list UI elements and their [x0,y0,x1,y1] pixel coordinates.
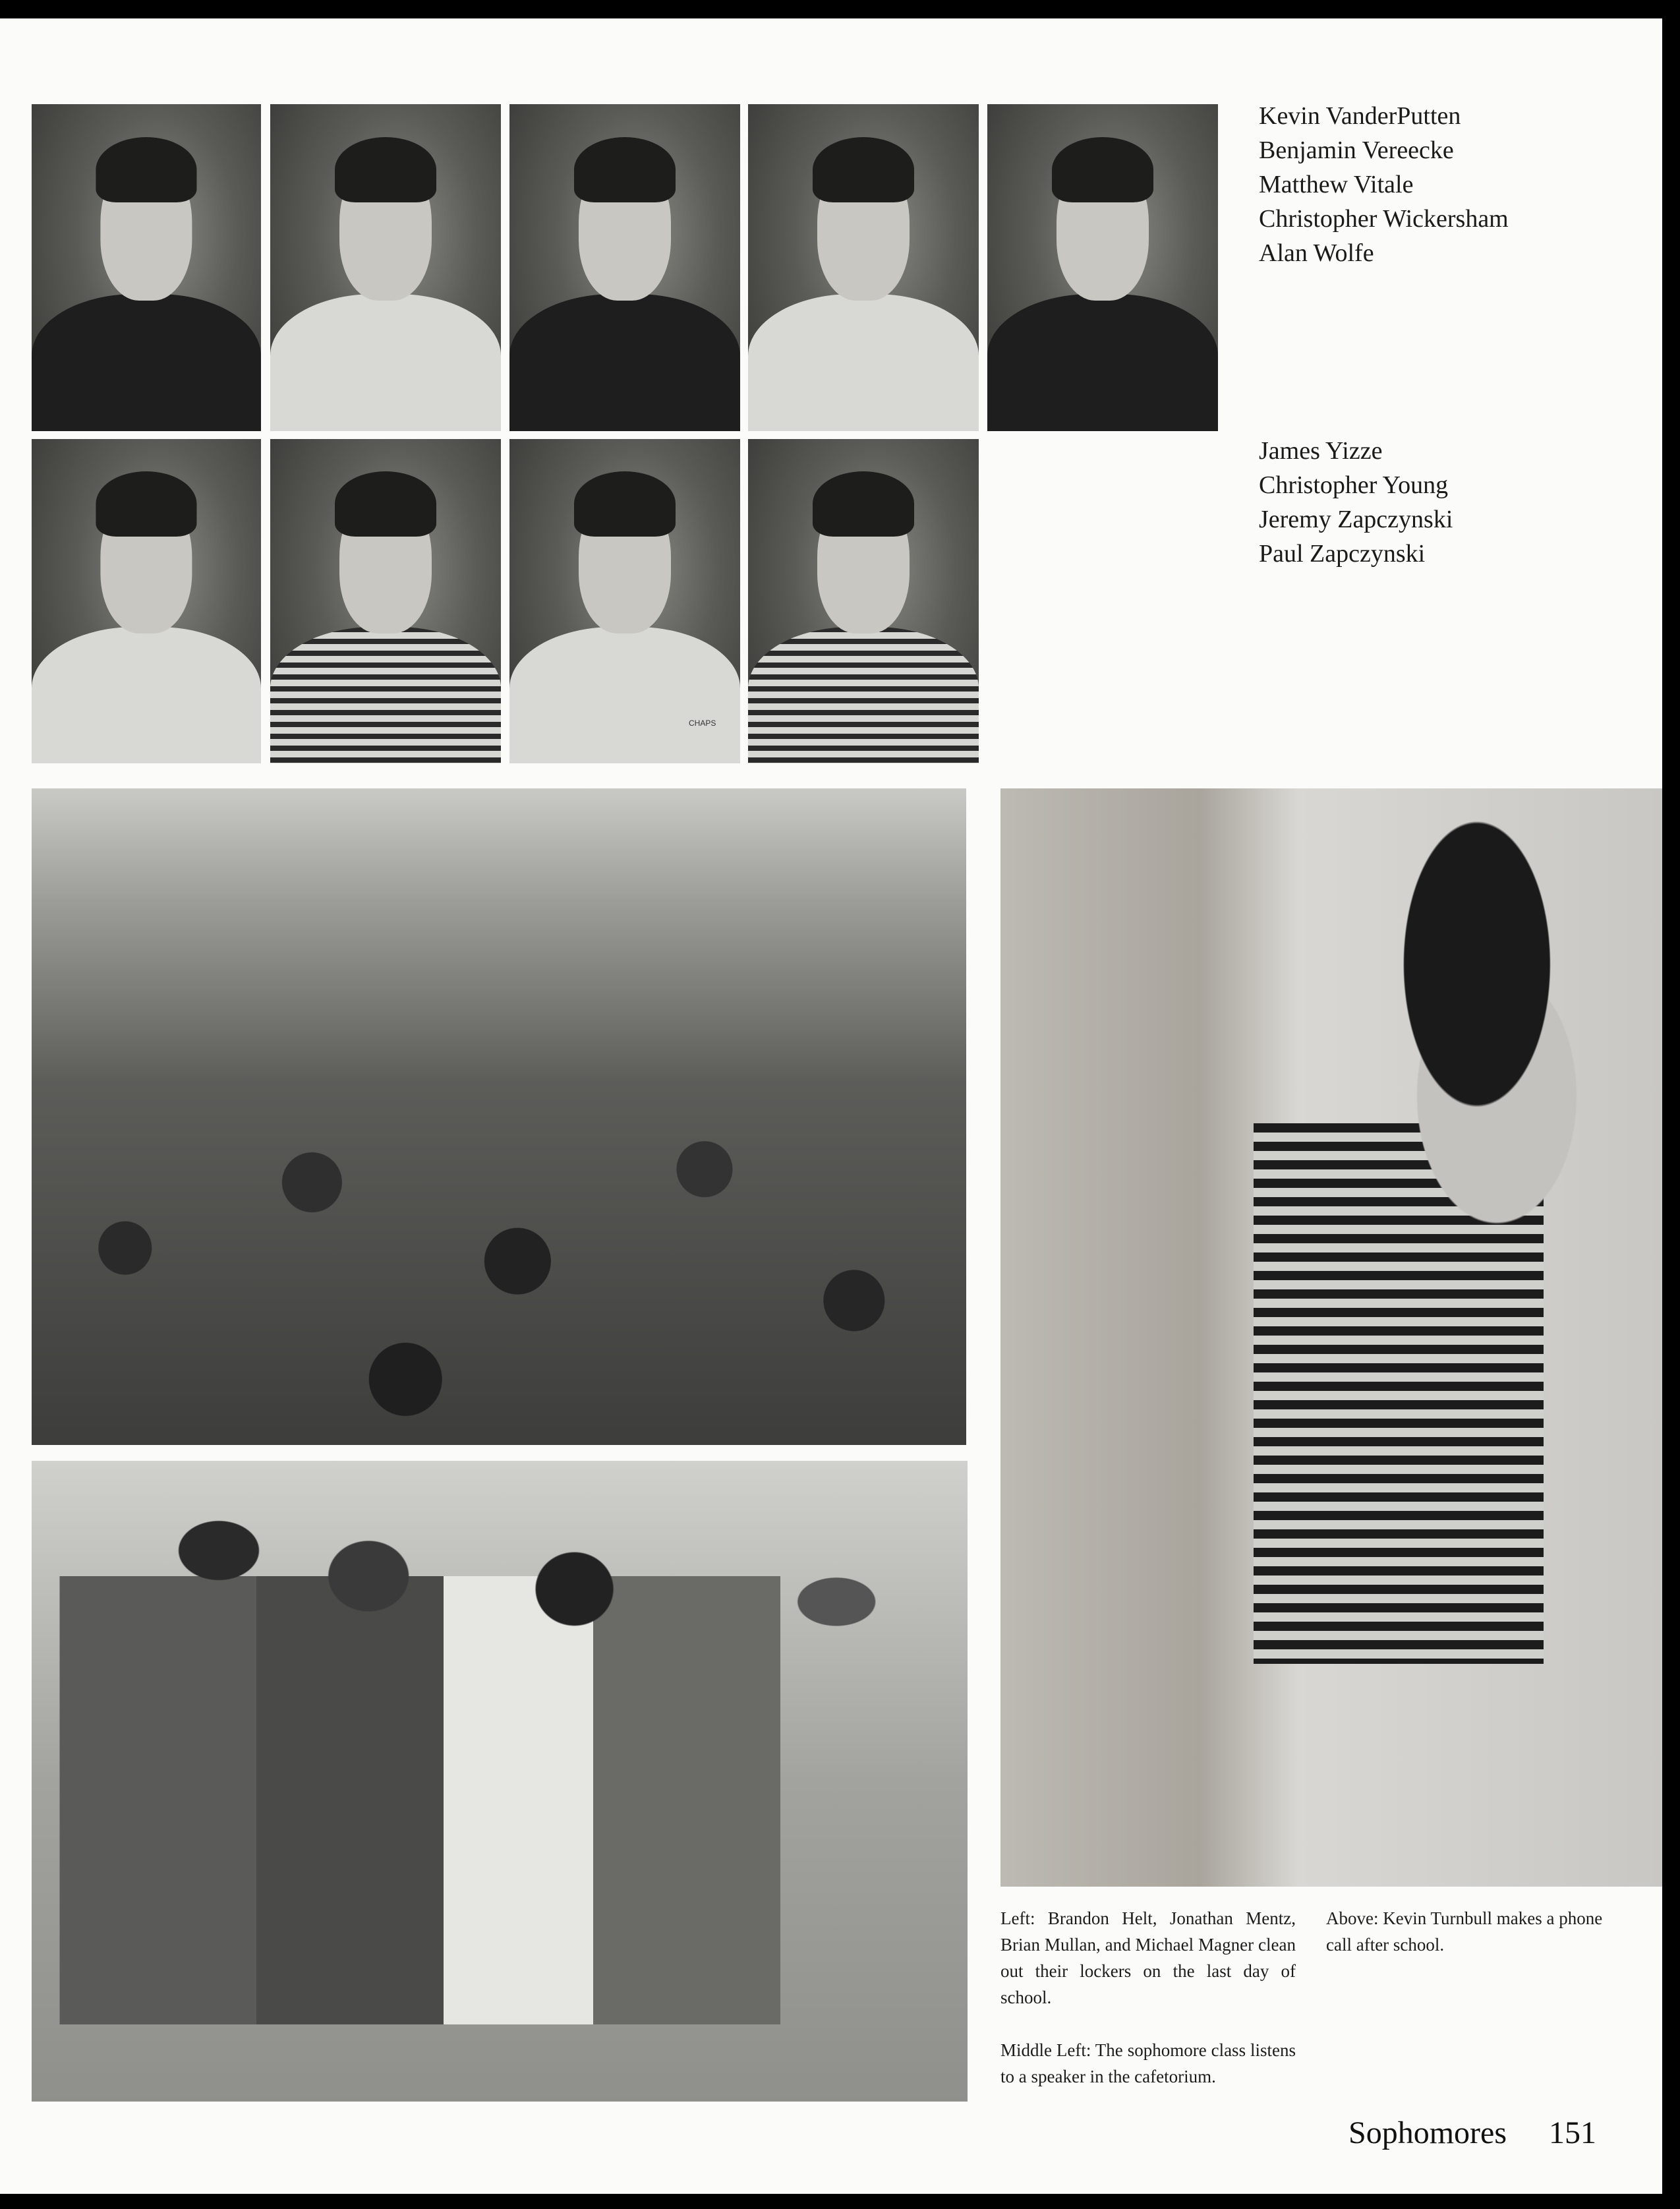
shirt-logo: CHAPS [689,719,716,728]
portrait-christopher-young [270,439,501,763]
phone-call-photo [1000,788,1662,1887]
name-item: James Yizze [1259,437,1383,465]
cafetorium-photo [32,788,966,1445]
yearbook-page [0,18,1662,2194]
name-list-bottom [1259,434,1453,571]
name-item: Kevin VanderPutten [1259,102,1461,130]
portrait-paul-zapczynski [748,439,979,763]
portrait-james-yizze [32,439,261,763]
name-list-top [1259,99,1509,270]
name-item: Christopher Wickersham [1259,205,1509,233]
portrait-matthew-vitale [509,104,740,431]
lockers-photo [32,1461,968,2102]
page-footer [1348,2115,1596,2151]
portrait-alan-wolfe [987,104,1218,431]
caption-phone: Above: Kevin Turnbull makes a phone call after school. [1326,1908,1603,1955]
caption-cafetorium: Middle Left: The sophomore class listens to a speaker in the cafetorium. [1000,2040,1296,2086]
portrait-christopher-wickersham [748,104,979,431]
name-item: Benjamin Vereecke [1259,136,1454,164]
portrait-benjamin-vereecke [270,104,501,431]
section-title: Sophomores [1348,2115,1507,2150]
caption-lockers: Left: Brandon Helt, Jonathan Mentz, Brian Mullan, and Michael Magner clean out their lockers on the last day of school. [1000,1908,1296,2007]
name-item: Paul Zapczynski [1259,540,1426,568]
name-item: Jeremy Zapczynski [1259,506,1453,533]
name-item: Matthew Vitale [1259,171,1414,198]
portrait-kevin-vanderputten [32,104,261,431]
portrait-jeremy-zapczynski [509,439,740,763]
name-item: Christopher Young [1259,471,1449,499]
name-item: Alan Wolfe [1259,239,1374,267]
page-number: 151 [1549,2115,1596,2150]
